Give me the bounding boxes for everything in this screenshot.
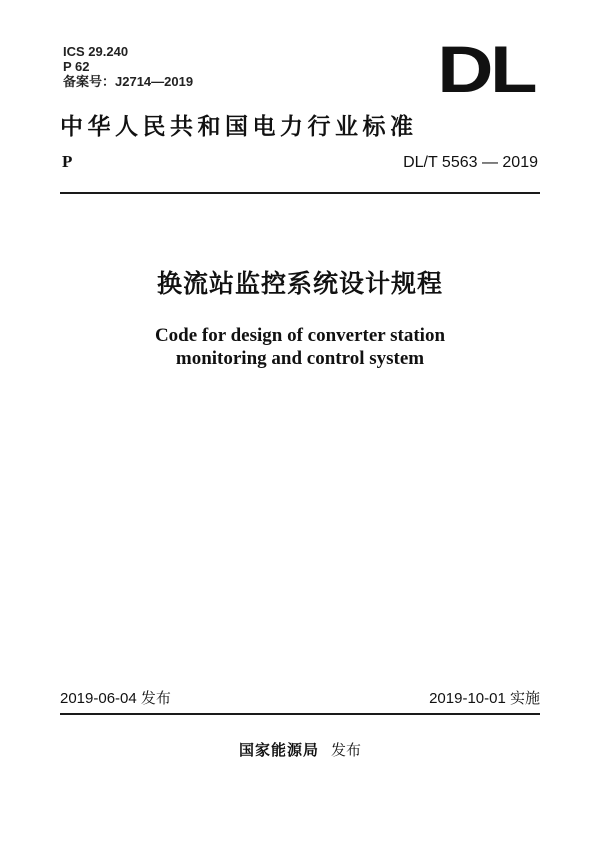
category-letter: P: [62, 152, 73, 171]
dl-logo: DL: [437, 32, 534, 106]
publisher-line: [0, 740, 600, 760]
english-title-line-1: Code for design of converter station: [154, 325, 446, 346]
bottom-divider: [60, 713, 540, 715]
english-title-line-2: monitoring and control system: [175, 348, 425, 369]
standard-number: DL/T 5563 — 2019: [403, 154, 538, 171]
document-title-english: [0, 324, 600, 370]
top-divider: [60, 192, 540, 194]
record-number: 备案号：J2714—2019: [63, 74, 194, 89]
standard-metadata: [63, 44, 193, 89]
implementation-date: 2019-10-01 实施: [429, 690, 540, 707]
publish-action: 发布: [331, 741, 362, 759]
industry-standard-title: 中华人民共和国电力行业标准: [60, 113, 418, 140]
ics-code: ICS 29.240: [63, 44, 129, 59]
ccs-code: P 62: [63, 59, 90, 74]
issue-date: 2019-06-04 发布: [60, 690, 171, 707]
document-title-chinese: 换流站监控系统设计规程: [156, 269, 443, 298]
publisher-organization: 国家能源局: [238, 741, 319, 759]
